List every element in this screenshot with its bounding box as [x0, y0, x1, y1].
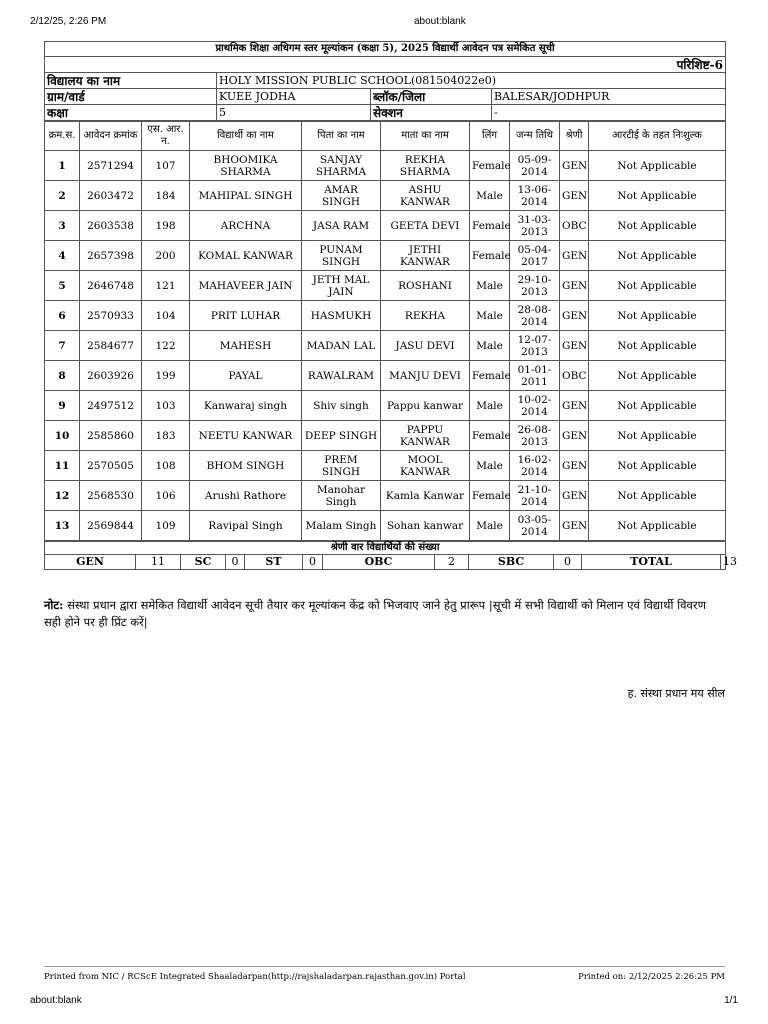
summary-st-value: 0: [303, 555, 323, 570]
col-application-no: आवेदन क्रमांक: [80, 122, 142, 151]
cell-student-name: BHOM SINGH: [190, 451, 302, 481]
cell-rte: Not Applicable: [589, 301, 726, 331]
cell-sr-no: 184: [142, 181, 190, 211]
cell-rte: Not Applicable: [589, 511, 726, 541]
printed-on: Printed on: 2/12/2025 2:26:25 PM: [578, 972, 725, 982]
cell-father-name: PUNAM SINGH: [302, 241, 381, 271]
cell-father-name: Shiv singh: [302, 391, 381, 421]
summary-sbc-value: 0: [554, 555, 582, 570]
col-sr-no: एस. आर. न.: [142, 122, 190, 151]
cell-application-no: 2646748: [80, 271, 142, 301]
cell-mother-name: PAPPU KANWAR: [381, 421, 470, 451]
cell-application-no: 2603472: [80, 181, 142, 211]
cell-category: OBC: [560, 361, 589, 391]
cell-father-name: DEEP SINGH: [302, 421, 381, 451]
table-row: [45, 391, 726, 421]
cell-rte: Not Applicable: [589, 451, 726, 481]
cell-dob: 12-07-2013: [510, 331, 560, 361]
cell-gender: Female: [470, 361, 510, 391]
table-row: [45, 451, 726, 481]
summary-gen-label: GEN: [45, 555, 136, 570]
cell-gender: Female: [470, 151, 510, 181]
category-heading: श्रेणी वार विद्यार्थियों की संख्या: [45, 542, 726, 555]
summary-sbc-label: SBC: [469, 555, 554, 570]
cell-sr-no: 183: [142, 421, 190, 451]
cell-rte: Not Applicable: [589, 481, 726, 511]
cell-sr-no: 199: [142, 361, 190, 391]
cell-sr-no: 108: [142, 451, 190, 481]
print-page-count: 1/1: [724, 995, 738, 1006]
cell-category: GEN: [560, 181, 589, 211]
annexure-label: परिशिष्ट-6: [45, 57, 726, 73]
cell-application-no: 2570933: [80, 301, 142, 331]
cell-category: GEN: [560, 391, 589, 421]
cell-serial: 4: [45, 241, 80, 271]
cell-mother-name: ROSHANI: [381, 271, 470, 301]
table-row: [45, 331, 726, 361]
cell-gender: Male: [470, 271, 510, 301]
col-serial: क्रम.स.: [45, 122, 80, 151]
cell-mother-name: GEETA DEVI: [381, 211, 470, 241]
cell-category: GEN: [560, 481, 589, 511]
cell-gender: Male: [470, 451, 510, 481]
table-row: [45, 151, 726, 181]
cell-student-name: PRIT LUHAR: [190, 301, 302, 331]
cell-rte: Not Applicable: [589, 151, 726, 181]
print-datetime: 2/12/25, 2:26 PM: [30, 16, 107, 27]
cell-student-name: MAHIPAL SINGH: [190, 181, 302, 211]
cell-application-no: 2568530: [80, 481, 142, 511]
cell-category: OBC: [560, 211, 589, 241]
cell-dob: 01-01-2011: [510, 361, 560, 391]
cell-father-name: JASA RAM: [302, 211, 381, 241]
cell-gender: Male: [470, 301, 510, 331]
cell-application-no: 2603538: [80, 211, 142, 241]
cell-rte: Not Applicable: [589, 181, 726, 211]
village-label: ग्राम/वार्ड: [45, 89, 217, 105]
cell-rte: Not Applicable: [589, 391, 726, 421]
cell-serial: 8: [45, 361, 80, 391]
cell-sr-no: 103: [142, 391, 190, 421]
table-row: [45, 241, 726, 271]
cell-mother-name: ASHU KANWAR: [381, 181, 470, 211]
cell-father-name: SANJAY SHARMA: [302, 151, 381, 181]
cell-dob: 05-04-2017: [510, 241, 560, 271]
note-label: नोट:: [44, 598, 64, 612]
cell-sr-no: 122: [142, 331, 190, 361]
cell-serial: 9: [45, 391, 80, 421]
cell-gender: Male: [470, 391, 510, 421]
cell-rte: Not Applicable: [589, 421, 726, 451]
cell-gender: Female: [470, 421, 510, 451]
cell-serial: 7: [45, 331, 80, 361]
table-row: [45, 421, 726, 451]
principal-signature: ह. संस्था प्रधान मय सील: [627, 687, 725, 700]
cell-category: GEN: [560, 271, 589, 301]
cell-student-name: MAHESH: [190, 331, 302, 361]
cell-sr-no: 200: [142, 241, 190, 271]
cell-gender: Female: [470, 241, 510, 271]
col-mother-name: माता का नाम: [381, 122, 470, 151]
cell-student-name: BHOOMIKA SHARMA: [190, 151, 302, 181]
cell-mother-name: JASU DEVI: [381, 331, 470, 361]
cell-dob: 31-03-2013: [510, 211, 560, 241]
cell-application-no: 2497512: [80, 391, 142, 421]
footer-divider: [44, 966, 725, 967]
cell-father-name: Manohar Singh: [302, 481, 381, 511]
students-table: [44, 121, 726, 541]
note: [44, 597, 725, 631]
cell-serial: 5: [45, 271, 80, 301]
section-value: -: [492, 105, 726, 121]
printed-from: Printed from NIC / RCScE Integrated Shaaladarpan(http://rajshaladarpan.rajasthan.gov.in) Portal: [44, 972, 466, 982]
summary-sc-label: SC: [181, 555, 226, 570]
cell-sr-no: 107: [142, 151, 190, 181]
cell-serial: 11: [45, 451, 80, 481]
summary-st-label: ST: [245, 555, 303, 570]
col-student-name: विद्यार्थी का नाम: [190, 122, 302, 151]
cell-sr-no: 121: [142, 271, 190, 301]
cell-father-name: HASMUKH: [302, 301, 381, 331]
cell-rte: Not Applicable: [589, 271, 726, 301]
col-gender: लिंग: [470, 122, 510, 151]
cell-mother-name: Kamla Kanwar: [381, 481, 470, 511]
cell-dob: 29-10-2013: [510, 271, 560, 301]
cell-application-no: 2603926: [80, 361, 142, 391]
village-value: KUEE JODHA: [217, 89, 371, 105]
cell-application-no: 2657398: [80, 241, 142, 271]
cell-sr-no: 104: [142, 301, 190, 331]
cell-application-no: 2571294: [80, 151, 142, 181]
table-row: [45, 481, 726, 511]
cell-gender: Male: [470, 511, 510, 541]
table-row: [45, 181, 726, 211]
cell-dob: 28-08-2014: [510, 301, 560, 331]
category-summary-table: [44, 541, 737, 570]
cell-category: GEN: [560, 421, 589, 451]
cell-sr-no: 198: [142, 211, 190, 241]
cell-dob: 16-02-2014: [510, 451, 560, 481]
cell-dob: 10-02-2014: [510, 391, 560, 421]
cell-serial: 3: [45, 211, 80, 241]
cell-mother-name: Sohan kanwar: [381, 511, 470, 541]
section-label: सेक्शन: [371, 105, 492, 121]
cell-category: GEN: [560, 331, 589, 361]
summary-obc-value: 2: [435, 555, 469, 570]
cell-gender: Female: [470, 211, 510, 241]
cell-application-no: 2585860: [80, 421, 142, 451]
table-row: [45, 511, 726, 541]
cell-dob: 26-08-2013: [510, 421, 560, 451]
document-form: [44, 41, 737, 570]
table-row: [45, 361, 726, 391]
cell-father-name: RAWALRAM: [302, 361, 381, 391]
class-value: 5: [217, 105, 371, 121]
cell-father-name: PREM SINGH: [302, 451, 381, 481]
cell-father-name: JETH MAL JAIN: [302, 271, 381, 301]
cell-category: GEN: [560, 301, 589, 331]
table-row: [45, 211, 726, 241]
cell-rte: Not Applicable: [589, 331, 726, 361]
cell-father-name: MADAN LAL: [302, 331, 381, 361]
cell-sr-no: 109: [142, 511, 190, 541]
cell-category: GEN: [560, 511, 589, 541]
class-label: कक्षा: [45, 105, 217, 121]
school-name-label: विद्यालय का नाम: [45, 73, 217, 89]
school-name-value: HOLY MISSION PUBLIC SCHOOL(081504022e0): [217, 73, 726, 89]
col-category: श्रेणी: [560, 122, 589, 151]
cell-father-name: AMAR SINGH: [302, 181, 381, 211]
note-text: संस्था प्रधान द्वारा समेकित विद्यार्थी आवेदन सूची तैयार कर मूल्यांकन केंद्र को भिजवाए जाने हेतु प्रारूप |सूची में सभी विद्यार्थी को मिलान एवं विद्यार्थी विवरण सही होने पर ही प्रिंट करें|: [44, 598, 706, 629]
cell-dob: 03-05-2014: [510, 511, 560, 541]
cell-student-name: MAHAVEER JAIN: [190, 271, 302, 301]
cell-category: GEN: [560, 151, 589, 181]
cell-serial: 13: [45, 511, 80, 541]
col-father-name: पिता का नाम: [302, 122, 381, 151]
summary-total-label: TOTAL: [582, 555, 721, 570]
cell-rte: Not Applicable: [589, 361, 726, 391]
col-dob: जन्म तिथि: [510, 122, 560, 151]
cell-category: GEN: [560, 451, 589, 481]
cell-application-no: 2570505: [80, 451, 142, 481]
summary-total-value: 13: [721, 555, 726, 570]
cell-student-name: ARCHNA: [190, 211, 302, 241]
print-url: about:blank: [30, 995, 82, 1006]
cell-mother-name: MANJU DEVI: [381, 361, 470, 391]
cell-dob: 21-10-2014: [510, 481, 560, 511]
table-row: [45, 271, 726, 301]
summary-gen-value: 11: [136, 555, 181, 570]
cell-mother-name: REKHA: [381, 301, 470, 331]
col-rte: आरटीई के तहत निःशुल्क: [589, 122, 726, 151]
header-table: [44, 41, 726, 121]
table-row: [45, 301, 726, 331]
cell-student-name: KOMAL KANWAR: [190, 241, 302, 271]
cell-category: GEN: [560, 241, 589, 271]
cell-student-name: Arushi Rathore: [190, 481, 302, 511]
cell-student-name: PAYAL: [190, 361, 302, 391]
cell-mother-name: JETHI KANWAR: [381, 241, 470, 271]
cell-application-no: 2584677: [80, 331, 142, 361]
cell-serial: 6: [45, 301, 80, 331]
cell-gender: Male: [470, 181, 510, 211]
cell-serial: 2: [45, 181, 80, 211]
summary-sc-value: 0: [226, 555, 245, 570]
cell-gender: Male: [470, 331, 510, 361]
summary-obc-label: OBC: [323, 555, 435, 570]
cell-serial: 12: [45, 481, 80, 511]
cell-father-name: Malam Singh: [302, 511, 381, 541]
cell-dob: 05-09-2014: [510, 151, 560, 181]
print-page-title: about:blank: [414, 16, 466, 27]
document-title: प्राथमिक शिक्षा अधिगम स्तर मूल्यांकन (कक्षा 5), 2025 विद्यार्थी आवेदन पत्र समेकित सूची: [45, 42, 726, 57]
cell-mother-name: REKHA SHARMA: [381, 151, 470, 181]
cell-rte: Not Applicable: [589, 211, 726, 241]
cell-student-name: Kanwaraj singh: [190, 391, 302, 421]
cell-rte: Not Applicable: [589, 241, 726, 271]
cell-gender: Female: [470, 481, 510, 511]
cell-mother-name: MOOL KANWAR: [381, 451, 470, 481]
cell-sr-no: 106: [142, 481, 190, 511]
cell-student-name: Ravipal Singh: [190, 511, 302, 541]
students-rows: [45, 151, 726, 541]
cell-application-no: 2569844: [80, 511, 142, 541]
cell-mother-name: Pappu kanwar: [381, 391, 470, 421]
cell-student-name: NEETU KANWAR: [190, 421, 302, 451]
block-label: ब्लॉक/जिला: [371, 89, 492, 105]
cell-dob: 13-06-2014: [510, 181, 560, 211]
cell-serial: 1: [45, 151, 80, 181]
block-value: BALESAR/JODHPUR: [492, 89, 726, 105]
cell-serial: 10: [45, 421, 80, 451]
